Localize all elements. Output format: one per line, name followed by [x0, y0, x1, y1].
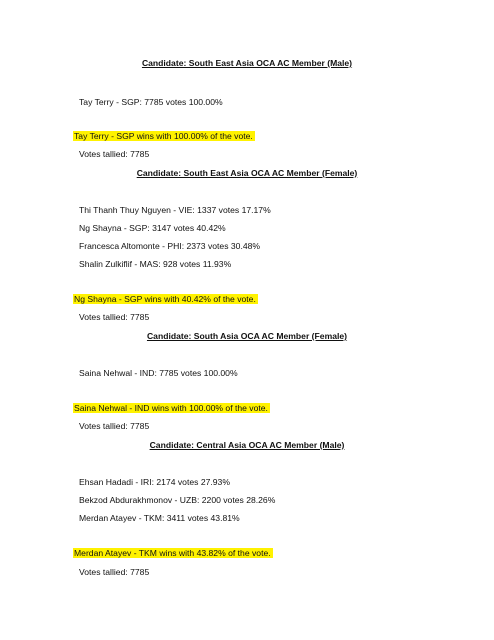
section-heading: Candidate: Central Asia OCA AC Member (Male) [149, 440, 345, 450]
candidate-result: Francesca Altomonte - PHI: 2373 votes 30.48% [79, 241, 261, 251]
section-heading: Candidate: South Asia OCA AC Member (Female) [146, 331, 348, 341]
candidate-result: Thi Thanh Thuy Nguyen - VIE: 1337 votes 17.17% [79, 205, 271, 215]
candidate-result: Ehsan Hadadi - IRI: 2174 votes 27.93% [79, 477, 230, 487]
section-heading: Candidate: South East Asia OCA AC Member (Female) [136, 168, 358, 178]
candidate-result: Shalin Zulkiflif - MAS: 928 votes 11.93% [79, 259, 232, 269]
votes-tallied: Votes tallied: 7785 [79, 149, 150, 159]
winner-line [73, 294, 258, 305]
winner-highlight: Tay Terry - SGP wins with 100.00% of the vote. [74, 131, 253, 141]
winner-highlight: Saina Nehwal - IND wins with 100.00% of the vote. [74, 403, 268, 413]
votes-tallied: Votes tallied: 7785 [79, 312, 150, 322]
candidate-result: Ng Shayna - SGP: 3147 votes 40.42% [79, 223, 226, 233]
winner-line [73, 131, 255, 142]
votes-tallied: Votes tallied: 7785 [79, 567, 150, 577]
winner-highlight: Ng Shayna - SGP wins with 40.42% of the vote. [74, 294, 256, 304]
section-heading: Candidate: South East Asia OCA AC Member (Male) [141, 58, 353, 68]
candidate-result: Merdan Atayev - TKM: 3411 votes 43.81% [79, 513, 240, 523]
candidate-result: Tay Terry - SGP: 7785 votes 100.00% [79, 97, 223, 107]
winner-highlight: Merdan Atayev - TKM wins with 43.82% of the vote. [74, 548, 271, 558]
votes-tallied: Votes tallied: 7785 [79, 421, 150, 431]
winner-line [73, 548, 273, 559]
candidate-result: Bekzod Abdurakhmonov - UZB: 2200 votes 28.26% [79, 495, 276, 505]
winner-line [73, 403, 270, 414]
candidate-result: Saina Nehwal - IND: 7785 votes 100.00% [79, 368, 238, 378]
